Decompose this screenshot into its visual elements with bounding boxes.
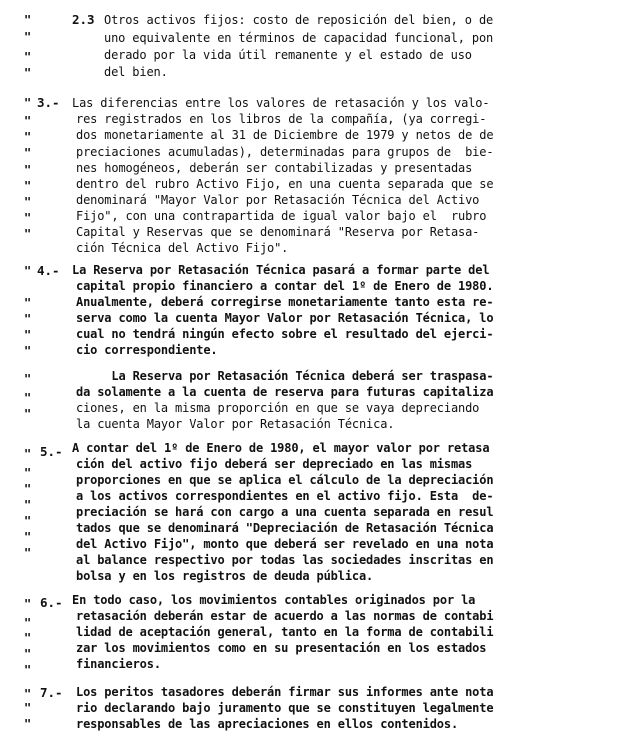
section-number: 2.3: [72, 12, 95, 27]
margin-mark: ": [24, 30, 32, 44]
text-line: ción Técnica del Activo Fijo".: [76, 241, 289, 255]
text-line: capital propio financiero a contar del 1º de Enero de 1980.: [76, 279, 494, 293]
margin-mark: ": [24, 179, 32, 193]
margin-mark: ": [24, 227, 32, 241]
margin-mark: ": [24, 616, 32, 630]
margin-mark: ": [24, 663, 32, 677]
text-line: bolsa y en los registros de deuda pública.: [76, 569, 374, 583]
text-line: cio correspondiente.: [76, 343, 218, 357]
margin-mark: ": [24, 530, 32, 544]
text-line: da solamente a la cuenta de reserva para futuras capitaliza: [76, 385, 494, 399]
margin-mark: ": [24, 546, 32, 560]
margin-mark: ": [24, 647, 32, 661]
text-line: En todo caso, los movimientos contables originados por la: [72, 593, 476, 607]
margin-mark: ": [24, 130, 32, 144]
margin-mark: ": [24, 391, 32, 405]
margin-mark: ": [24, 312, 32, 326]
section-number: 3.-: [37, 95, 60, 110]
text-line: del Activo Fijo", monto que deberá ser revelado en una nota: [76, 537, 494, 551]
text-line: nes homogéneos, deberán ser contabilizadas y presentadas: [76, 161, 473, 175]
text-line: del bien.: [104, 65, 168, 79]
margin-mark: ": [24, 687, 32, 701]
margin-mark: ": [24, 597, 32, 611]
text-line: la cuenta Mayor Valor por Retasación Técnica.: [76, 417, 395, 431]
margin-mark: ": [24, 195, 32, 209]
text-line: derado por la vida útil remanente y el estado de uso: [104, 48, 472, 62]
text-line: ción del activo fijo deberá ser depreciado en las mismas: [76, 457, 473, 471]
margin-mark: ": [24, 514, 32, 528]
margin-mark: ": [24, 211, 32, 225]
margin-mark: ": [24, 264, 32, 278]
text-line: responsables de las apreciaciones en ellos contenidos.: [76, 717, 459, 731]
margin-mark: ": [24, 447, 32, 461]
section-number: 5.-: [40, 444, 63, 459]
text-line: dos monetariamente al 31 de Diciembre de 1979 y netos de de: [76, 128, 494, 142]
margin-mark: ": [24, 66, 32, 80]
text-line: La Reserva por Retasación Técnica pasará a formar parte del: [72, 263, 490, 277]
text-line: serva como la cuenta Mayor Valor por Retasación Técnica, lo: [76, 311, 494, 325]
margin-mark: ": [24, 163, 32, 177]
margin-mark: ": [24, 717, 32, 731]
text-line: cual no tendrá ningún efecto sobre el resultado del ejerci-: [76, 327, 494, 341]
text-line: Anualmente, deberá corregirse monetariamente tanto esta re-: [76, 295, 494, 309]
text-line: a los activos correspondientes en el activo fijo. Esta de-: [76, 489, 494, 503]
margin-mark: ": [24, 328, 32, 342]
margin-mark: ": [24, 96, 32, 110]
margin-mark: ": [24, 407, 32, 421]
margin-mark: ": [24, 701, 32, 715]
margin-mark: ": [24, 50, 32, 64]
text-line: denominará "Mayor Valor por Retasación Técnica del Activo: [76, 193, 480, 207]
margin-mark: ": [24, 146, 32, 160]
section-number: 7.-: [40, 685, 63, 700]
margin-mark: ": [24, 482, 32, 496]
text-line: A contar del 1º de Enero de 1980, el mayor valor por retasa: [72, 441, 490, 455]
text-line: ciones, en la misma proporción en que se vaya depreciando: [76, 401, 480, 415]
text-line: Fijo", con una contrapartida de igual valor bajo el rubro: [76, 209, 487, 223]
margin-mark: ": [24, 372, 32, 386]
text-line: al balance respectivo por todas las sociedades inscritas en: [76, 553, 494, 567]
text-line: La Reserva por Retasación Técnica deberá ser traspasa-: [76, 369, 494, 383]
section-number: 4.-: [37, 263, 60, 278]
text-line: dentro del rubro Activo Fijo, en una cuenta separada que se: [76, 177, 494, 191]
margin-mark: ": [24, 631, 32, 645]
text-line: Otros activos fijos: costo de reposición del bien, o de: [104, 13, 494, 27]
text-line: zar los movimientos como en su presentación en los estados: [76, 641, 487, 655]
text-line: uno equivalente en términos de capacidad funcional, pon: [104, 31, 494, 45]
text-line: res registrados en los libros de la compañía, (ya corregi-: [76, 112, 487, 126]
text-line: Las diferencias entre los valores de retasación y los valo-: [72, 96, 490, 110]
text-line: proporciones en que se aplica el cálculo de la depreciación: [76, 473, 494, 487]
text-line: preciaciones acumuladas), determinadas para grupos de bie-: [76, 145, 494, 159]
margin-mark: ": [24, 498, 32, 512]
margin-mark: ": [24, 344, 32, 358]
margin-mark: ": [24, 114, 32, 128]
text-line: Capital y Reservas que se denominará "Reserva por Retasa-: [76, 225, 480, 239]
text-line: retasación deberán estar de acuerdo a las normas de contabi: [76, 609, 494, 623]
section-number: 6.-: [40, 595, 63, 610]
margin-mark: ": [24, 296, 32, 310]
text-line: Los peritos tasadores deberán firmar sus informes ante nota: [76, 685, 494, 699]
text-line: rio declarando bajo juramento que se constituyen legalmente: [76, 701, 494, 715]
text-line: financieros.: [76, 657, 161, 671]
margin-mark: ": [24, 466, 32, 480]
text-line: preciación se hará con cargo a una cuenta separada en resul: [76, 505, 494, 519]
text-line: lidad de aceptación general, tanto en la forma de contabili: [76, 625, 494, 639]
text-line: tados que se denominará "Depreciación de Retasación Técnica: [76, 521, 494, 535]
margin-mark: ": [24, 13, 32, 27]
